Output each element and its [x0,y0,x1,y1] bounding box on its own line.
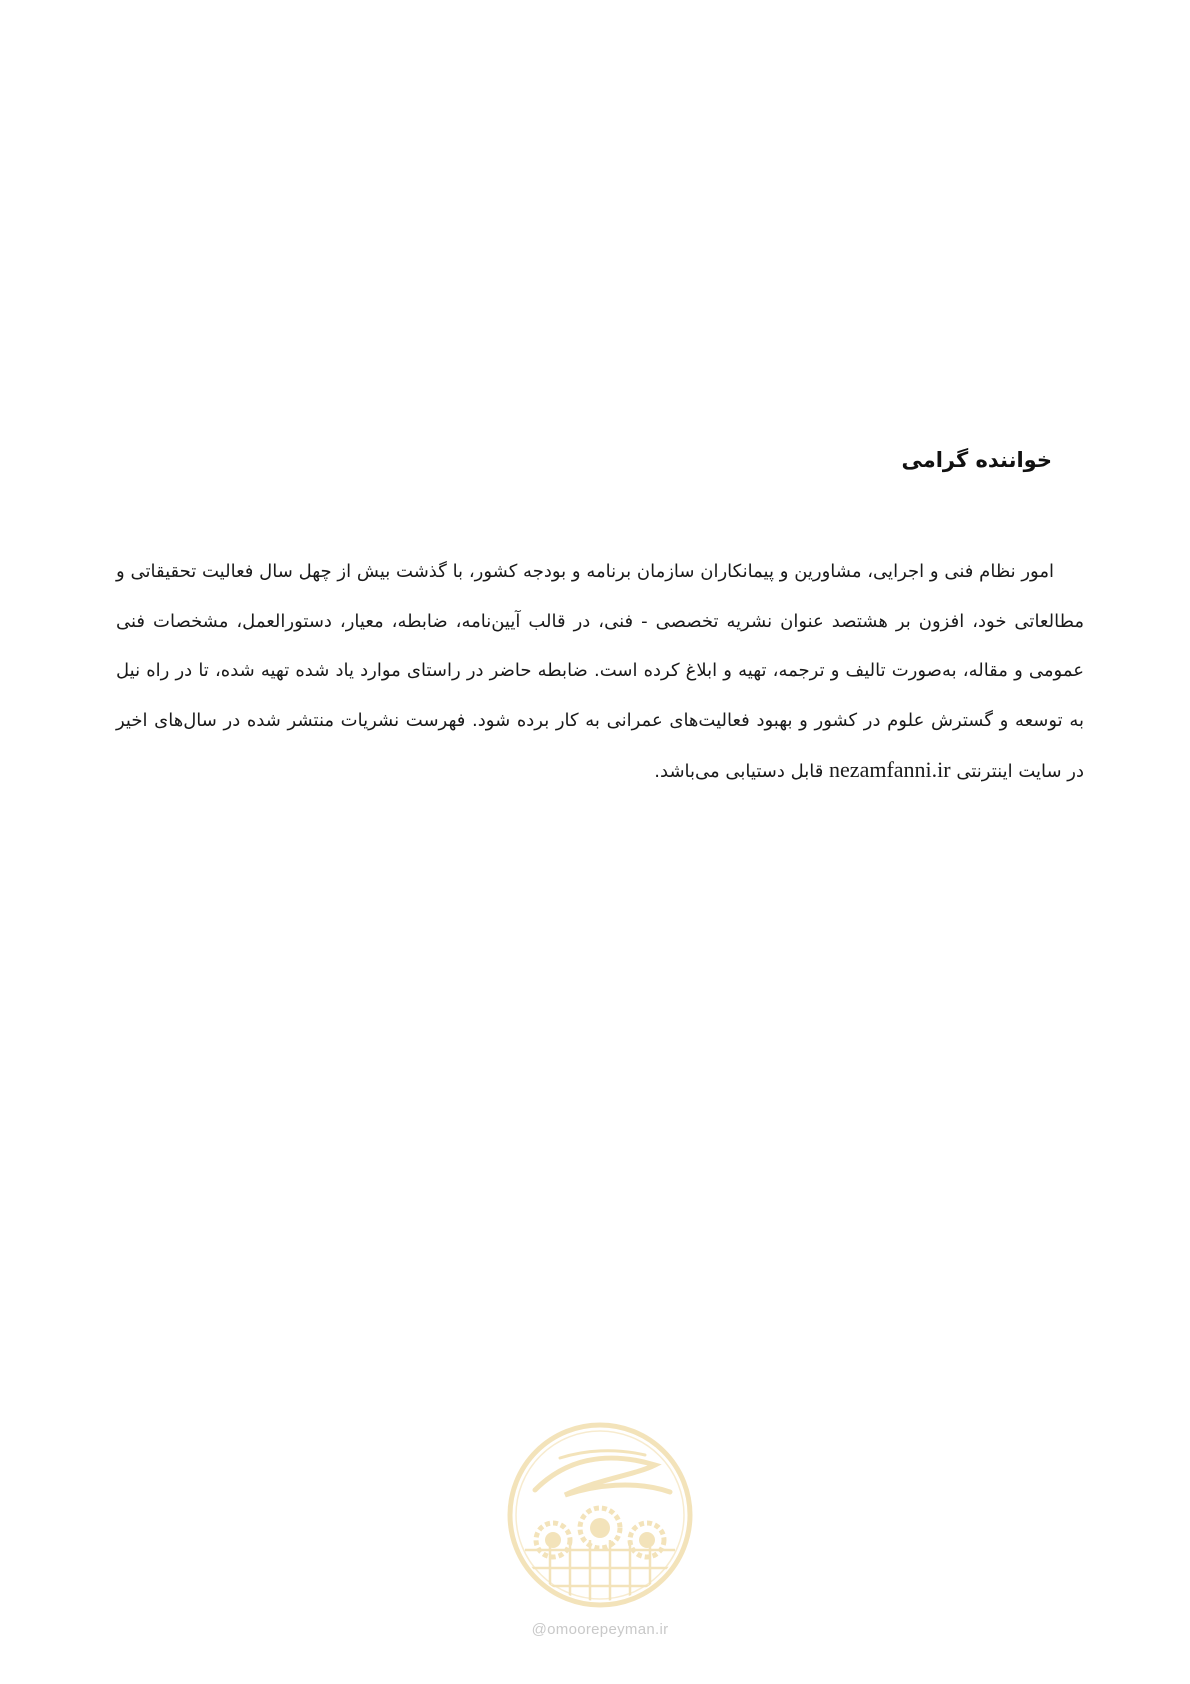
paragraph-text-end: قابل دستیابی می‌باشد. [654,761,824,782]
body-paragraph [116,547,1084,797]
paragraph-text-start: امور نظام فنی و اجرایی، مشاورین و پیمانکاران سازمان برنامه و بودجه کشور، با گذشت بیش از چهل سال فعالیت تحقیقاتی و مطالعاتی خود، افزون بر هشتصد عنوان نشریه تخصصی - فنی، در قالب آیین‌نامه، ضابطه، معیار، دستورالعمل، مشخصات فنی عمومی و مقاله، به‌صورت تالیف و ترجمه، تهیه و ابلاغ کرده است. ضابطه حاضر در راستای موارد یاد شده تهیه شده، تا در راه نیل به توسعه و گسترش علوم در کشور و بهبود فعالیت‌های عمرانی به کار برده شود. فهرست نشریات منتشر شده در سال‌های اخیر در سایت اینترنتی [116,561,1084,782]
watermark-url: @omoorepeyman.ir [531,1621,669,1638]
omoore-peyman-logo-icon [505,1420,695,1610]
site-link[interactable]: nezamfanni.ir [829,757,951,782]
page-heading: خواننده گرامی [901,448,1052,472]
